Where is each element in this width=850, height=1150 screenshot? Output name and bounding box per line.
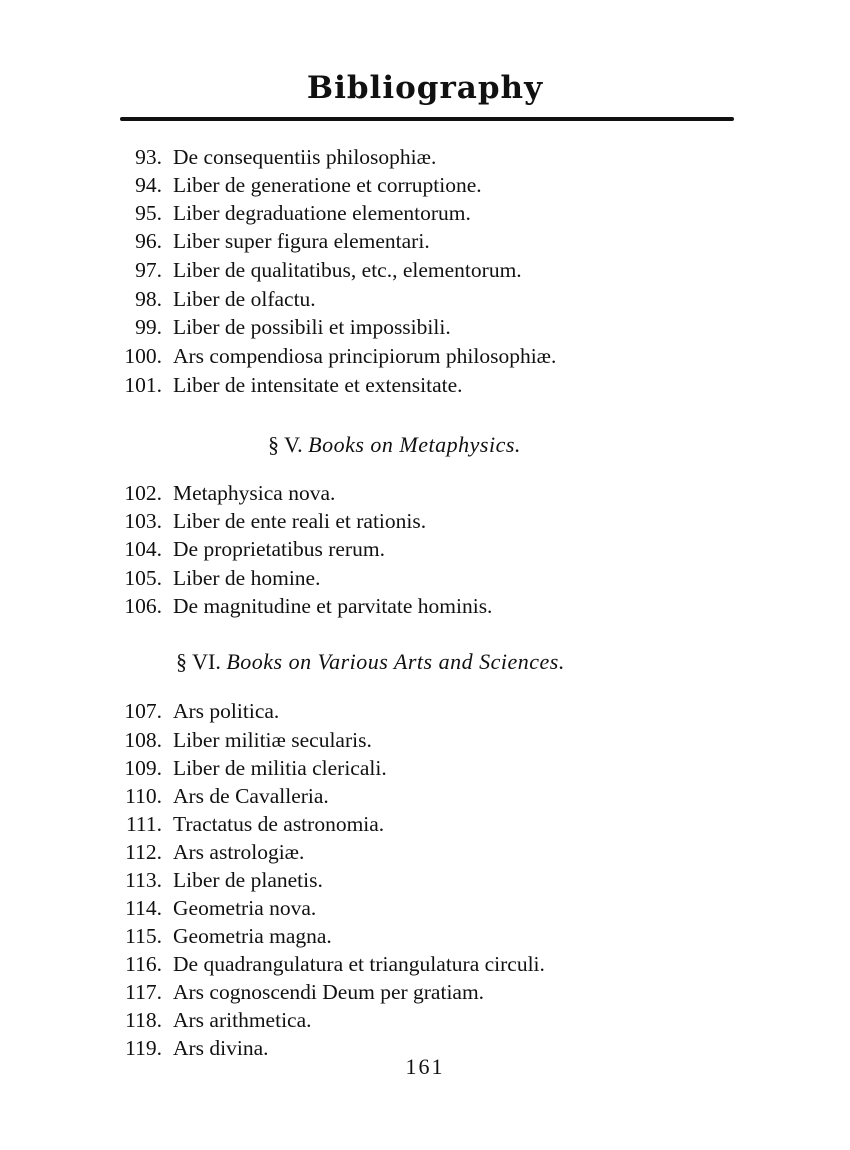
entry-number: 107. bbox=[124, 699, 162, 723]
list-item bbox=[0, 199, 850, 227]
list-item bbox=[0, 371, 850, 399]
list-item bbox=[0, 810, 850, 838]
list-item bbox=[0, 313, 850, 341]
entry-number: 115. bbox=[125, 924, 162, 948]
entry-number: 110. bbox=[125, 784, 162, 808]
entry-number: 106. bbox=[124, 594, 162, 618]
entry-number: 93. bbox=[135, 145, 162, 169]
entry-title: Tractatus de astronomia. bbox=[173, 812, 385, 836]
list-item bbox=[0, 564, 850, 592]
entry-title: Metaphysica nova. bbox=[173, 481, 336, 505]
list-item bbox=[0, 726, 850, 754]
entry-title: De proprietatibus rerum. bbox=[173, 537, 385, 561]
entry-title: Liber de generatione et corruptione. bbox=[173, 173, 482, 197]
entry-number: 100. bbox=[124, 344, 162, 368]
entry-title: Liber de intensitate et extensitate. bbox=[173, 373, 463, 397]
entry-number: 101. bbox=[124, 373, 162, 397]
entry-title: Ars politica. bbox=[173, 699, 280, 723]
entry-title: De magnitudine et parvitate hominis. bbox=[173, 594, 493, 618]
entry-title: Ars arithmetica. bbox=[173, 1008, 312, 1032]
list-item bbox=[0, 256, 850, 284]
entry-number: 118. bbox=[125, 1008, 162, 1032]
entry-title: Ars astrologiæ. bbox=[173, 840, 305, 864]
entry-number: 95. bbox=[135, 201, 162, 225]
entry-number: 102. bbox=[124, 481, 162, 505]
section-heading bbox=[0, 648, 850, 676]
entry-title: Liber militiæ secularis. bbox=[173, 728, 372, 752]
entry-title: De consequentiis philosophiæ. bbox=[173, 145, 437, 169]
list-item bbox=[0, 535, 850, 563]
entry-title: Ars de Cavalleria. bbox=[173, 784, 329, 808]
entry-number: 99. bbox=[135, 315, 162, 339]
entry-title: Ars compendiosa principiorum philosophiæ. bbox=[173, 344, 557, 368]
entry-number: 94. bbox=[135, 173, 162, 197]
section-title: Books on Metaphysics. bbox=[308, 432, 521, 457]
entry-number: 104. bbox=[124, 537, 162, 561]
section-number: § VI. bbox=[176, 649, 221, 674]
entry-title: Geometria nova. bbox=[173, 896, 317, 920]
entry-number: 119. bbox=[125, 1036, 162, 1060]
section-title: Books on Various Arts and Sciences. bbox=[226, 649, 565, 674]
entry-title: Liber degraduatione elementorum. bbox=[173, 201, 471, 225]
entry-number: 114. bbox=[125, 896, 162, 920]
list-item bbox=[0, 227, 850, 255]
entry-number: 116. bbox=[125, 952, 162, 976]
entry-title: Liber super figura elementari. bbox=[173, 229, 430, 253]
entry-title: Geometria magna. bbox=[173, 924, 332, 948]
list-item bbox=[0, 782, 850, 810]
section-heading bbox=[0, 431, 850, 459]
list-item bbox=[0, 838, 850, 866]
list-item bbox=[0, 171, 850, 199]
list-item bbox=[0, 754, 850, 782]
entry-title: Liber de homine. bbox=[173, 566, 321, 590]
list-item bbox=[0, 922, 850, 950]
entry-number: 97. bbox=[135, 258, 162, 282]
entry-title: Liber de ente reali et rationis. bbox=[173, 509, 427, 533]
entry-number: 103. bbox=[124, 509, 162, 533]
list-item bbox=[0, 507, 850, 535]
list-item bbox=[0, 592, 850, 620]
entry-number: 112. bbox=[125, 840, 162, 864]
entry-title: Liber de militia clericali. bbox=[173, 756, 387, 780]
entry-number: 105. bbox=[124, 566, 162, 590]
list-item bbox=[0, 479, 850, 507]
entry-title: Liber de possibili et impossibili. bbox=[173, 315, 451, 339]
entry-number: 117. bbox=[125, 980, 162, 1004]
entry-title: Ars divina. bbox=[173, 1036, 269, 1060]
entry-number: 108. bbox=[124, 728, 162, 752]
entry-title: Liber de qualitatibus, etc., elementorum. bbox=[173, 258, 522, 282]
entry-title: Liber de planetis. bbox=[173, 868, 323, 892]
list-item bbox=[0, 697, 850, 725]
page-number: 161 bbox=[405, 1054, 445, 1079]
list-item bbox=[0, 978, 850, 1006]
list-item bbox=[0, 950, 850, 978]
list-item bbox=[0, 342, 850, 370]
entry-title: De quadrangulatura et triangulatura circuli. bbox=[173, 952, 545, 976]
entry-title: Ars cognoscendi Deum per gratiam. bbox=[173, 980, 485, 1004]
entry-number: 113. bbox=[125, 868, 162, 892]
entry-number: 111. bbox=[125, 812, 162, 836]
running-head: Bibliography bbox=[306, 70, 544, 106]
entry-number: 109. bbox=[124, 756, 162, 780]
entry-number: 98. bbox=[135, 287, 162, 311]
list-item bbox=[0, 285, 850, 313]
section-number: § V. bbox=[268, 432, 303, 457]
list-item bbox=[0, 1006, 850, 1034]
list-item bbox=[0, 143, 850, 171]
list-item bbox=[0, 866, 850, 894]
list-item bbox=[0, 894, 850, 922]
entry-title: Liber de olfactu. bbox=[173, 287, 316, 311]
entry-number: 96. bbox=[135, 229, 162, 253]
